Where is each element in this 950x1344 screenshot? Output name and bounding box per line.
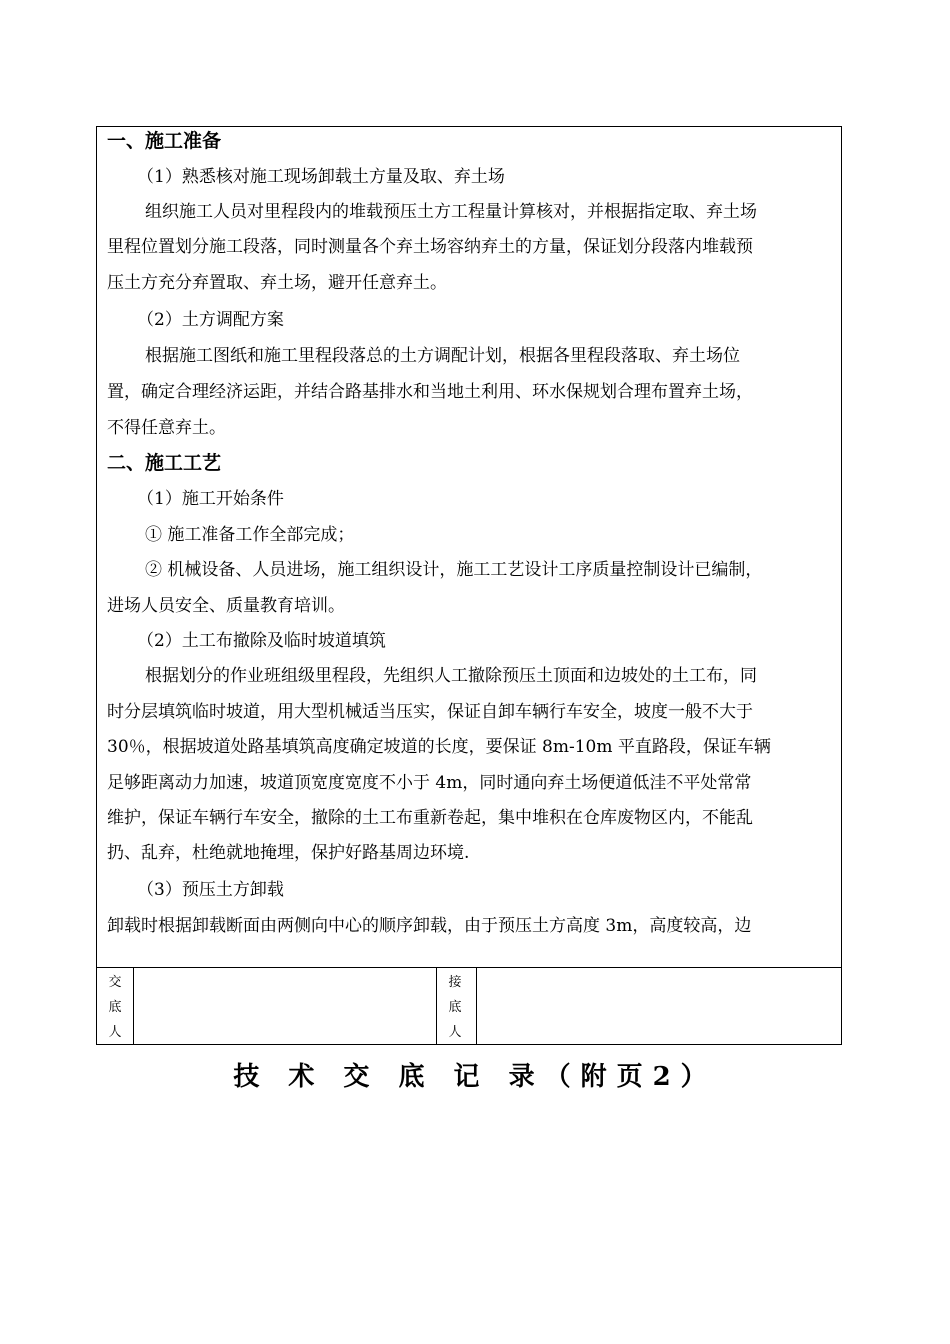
paragraph-line: 根据划分的作业班组级里程段，先组织人工撤除预压土顶面和边坡处的土工布，同 (145, 666, 757, 686)
paragraph-line: 30％，根据坡道处路基填筑高度确定坡道的长度，要保证 8m-10m 平直路段，保证车辆 (107, 737, 771, 757)
section1-heading: 一、施工准备 (107, 130, 222, 152)
paragraph-line: 里程位置划分施工段落，同时测量各个弃土场容纳弃土的方量，保证划分段落内堆载预 (107, 237, 753, 257)
paragraph-line: 时分层填筑临时坡道，用大型机械适当压实，保证自卸车辆行车安全，坡度一般不大于 (107, 702, 753, 722)
giver-label: 交 底 人 (108, 975, 122, 1040)
paragraph-line: 不得任意弃土。 (107, 418, 226, 438)
giver-label-cell (97, 968, 134, 1044)
paragraph-line: ① 施工准备工作全部完成； (145, 525, 355, 545)
receiver-label: 接 底 人 (448, 975, 462, 1040)
paragraph-line: 压土方充分弃置取、弃土场，避开任意弃土。 (107, 273, 447, 293)
paragraph-line: 维护，保证车辆行车安全，撤除的土工布重新卷起，集中堆积在仓库废物区内，不能乱 (107, 808, 753, 828)
section2-heading: 二、施工工艺 (107, 452, 222, 474)
paragraph-line: 根据施工图纸和施工里程段落总的土方调配计划，根据各里程段落取、弃土场位 (145, 346, 740, 366)
paragraph-line: 进场人员安全、质量教育培训。 (107, 596, 345, 616)
paragraph-line: 置，确定合理经济运距，并结合路基排水和当地土利用、环水保规划合理布置弃土场， (107, 382, 753, 402)
section2-item2-title: （2）土工布撤除及临时坡道填筑 (137, 631, 386, 651)
section2-item3-title: （3）预压土方卸载 (137, 880, 284, 900)
paragraph-line: 组织施工人员对里程段内的堆载预压土方工程量计算核对，并根据指定取、弃土场 (145, 202, 757, 222)
paragraph-line: 扔、乱弃，杜绝就地掩埋，保护好路基周边环境. (107, 843, 470, 863)
paragraph-line: ② 机械设备、人员进场，施工组织设计，施工工艺设计工序质量控制设计已编制， (145, 560, 763, 580)
receiver-label-cell (437, 968, 477, 1044)
paragraph-line: 卸载时根据卸载断面由两侧向中心的顺序卸载，由于预压土方高度 3m，高度较高，边 (107, 916, 752, 936)
receiver-signature-cell[interactable] (477, 968, 840, 1044)
section1-item1-title: （1）熟悉核对施工现场卸载土方量及取、弃土场 (137, 167, 505, 187)
giver-signature-cell[interactable] (134, 968, 437, 1044)
section2-item1-title: （1）施工开始条件 (137, 489, 284, 509)
section1-item2-title: （2）土方调配方案 (137, 310, 284, 330)
signature-row (96, 967, 842, 1045)
paragraph-line: 足够距离动力加速，坡道顶宽度宽度不小于 4m，同时通向弃土场便道低洼不平处常常 (107, 773, 752, 793)
page-title: 技 术 交 底 记 录（附页2） (233, 1062, 717, 1092)
content-frame (96, 126, 842, 968)
